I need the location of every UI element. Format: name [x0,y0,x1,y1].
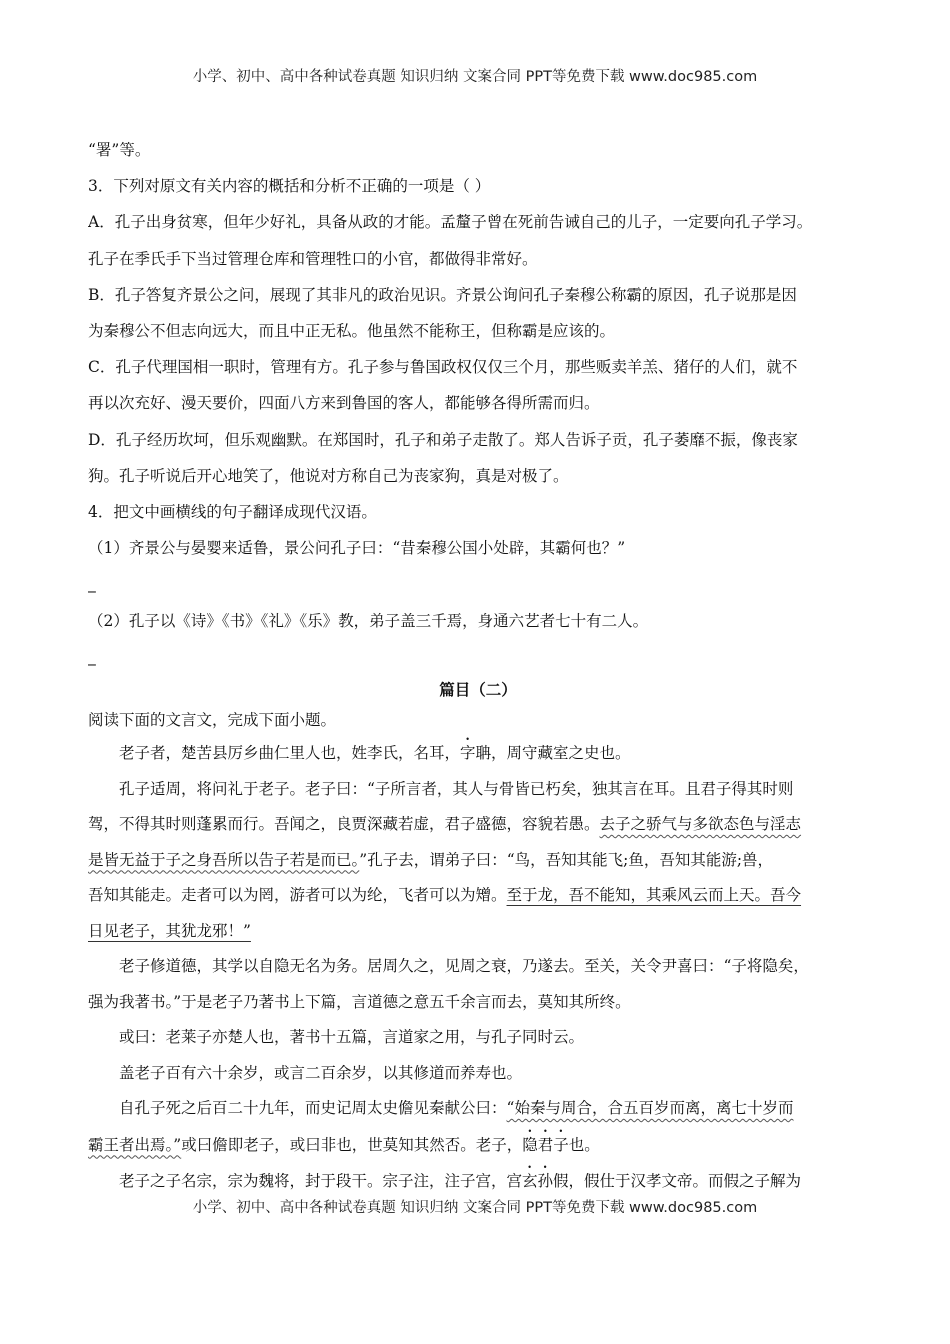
passage-line [88,914,868,950]
page-content [88,132,868,1200]
passage-line: 或曰：老莱子亦楚人也，著书十五篇，言道家之用，与孔子同时云。 [119,1028,585,1047]
emphasis-chars: 隐君子 [522,1135,569,1154]
passage-line: 盖老子百有六十余岁，或言二百余岁，以其修道而养寿也。 [119,1063,523,1082]
emphasis-chars: 玄孙 [522,1172,554,1191]
instruction: 阅读下面的文言文，完成下面小题。 [88,711,337,730]
passage-line: 吾知其能走。走者可以为罔，游者可以为纶，飞者可以为矰。至于龙，吾不能知，其乘风云而上天。吾今 [88,886,802,905]
underlined-sentence: 是皆无益于子之身吾所以告子若是而已。 [88,850,360,869]
option-d: D．孔子经历坎坷，但乐观幽默。在郑国时，孔子和弟子走散了。郑人告诉子贡，孔子萎靡不振，像丧家 [88,430,798,449]
passage-line: 老子者，楚苦县厉乡曲仁里人也，姓李氏，名耳，字聃，周守藏室之史也。 [119,744,631,763]
option-a-cont: 孔子在季氏手下当过管理仓库和管理牲口的小官，都做得非常好。 [88,249,538,268]
sentence-2: （2）孔子以《诗》《书》《礼》《乐》教，弟子盖三千焉，身通六艺者七十有二人。 [88,611,649,630]
classical-passage [88,735,868,1200]
option-c-cont: 再以次充好、漫天要价，四面八方来到鲁国的客人，都能够各得所需而归。 [88,394,600,413]
passage-line: 老子修道德，其学以自隐无名为务。居周久之，见周之衰，乃遂去。至关，关令尹喜曰：“子将隐矣， [119,957,809,976]
option-c: C．孔子代理国相一职时，管理有方。孔子参与鲁国政权仅仅三个月，那些贩卖羊羔、猪仔的人们，就不 [88,358,798,377]
sentence-1: （1）齐景公与晏婴来适鲁，景公问孔子曰：“昔秦穆公国小处辟，其霸何也？” [88,539,626,558]
passage-line: 霸王者出焉。”或曰儋即老子，或曰非也，世莫知其然否。老子，隐君子也。 [88,1135,600,1154]
question-3: 3．下列对原文有关内容的概括和分析不正确的一项是（ ） [88,177,491,196]
passage-line: 孔子适周，将问礼于老子。老子曰：“子所言者，其人与骨皆已朽矣，独其言在耳。且君子得其时则 [119,779,794,798]
option-d-cont: 狗。孔子听说后开心地笑了，他说对方称自己为丧家狗，真是对极了。 [88,466,569,485]
page-header: 小学、初中、高中各种试卷真题 知识归纳 文案合同 PPT等免费下载 www.doc985.com [192,69,758,85]
underlined-sentence: 去子之骄气与多欲态色与淫志 [599,815,802,834]
passage-line: 是皆无益于子之身吾所以告子若是而已。”孔子去，谓弟子曰：“鸟，吾知其能飞;鱼，吾知其能游;兽， [88,850,774,869]
passage-line: 老子之子名宗，宗为魏将，封于段干。宗子注，注子宫，宫玄孙假，假仕于汉孝文帝。而假之子解为 [119,1172,802,1191]
emphasis-char: 字 [460,744,476,763]
underlined-sentence: 霸王者出焉。” [88,1135,182,1154]
underlined-sentence: 日见老子，其犹龙邪！” [88,921,251,940]
passage-line: 驾，不得其时则蓬累而行。吾闻之，良贾深藏若虚，君子盛德，容貌若愚。去子之骄气与多欲态色与淫志 [88,815,802,834]
text-line: “署”等。 [88,141,151,159]
underlined-sentence: 至于龙，吾不能知，其乘风云而上天。吾今 [506,886,802,905]
underlined-sentence: “始秦与周合，合五百岁而离，离七十岁而 [506,1099,794,1118]
answer-blank-2: _ [88,647,96,666]
answer-blank-1: _ [88,575,96,594]
passage-line: 强为我著书。”于是老子乃著书上下篇，言道德之意五千余言而去，莫知其所终。 [88,992,631,1011]
passage-line: 自孔子死之后百二十九年，而史记周太史儋见秦献公曰：“始秦与周合，合五百岁而离，离七十岁而 [119,1099,794,1118]
question-4: 4．把文中画横线的句子翻译成现代汉语。 [88,503,377,522]
option-b: B．孔子答复齐景公之问，展现了其非凡的政治见识。齐景公询问孔子秦穆公称霸的原因，孔子说那是因 [88,285,797,304]
page-footer: 小学、初中、高中各种试卷真题 知识归纳 文案合同 PPT等免费下载 www.doc985.com [192,1200,758,1216]
section-title: 篇目（二） [439,680,517,700]
option-b-cont: 为秦穆公不但志向远大，而且中正无私。他虽然不能称王，但称霸是应该的。 [88,322,616,341]
option-a: A．孔子出身贫寒，但年少好礼，具备从政的才能。孟釐子曾在死前告诫自己的儿子，一定要向孔子学习。 [88,213,813,232]
